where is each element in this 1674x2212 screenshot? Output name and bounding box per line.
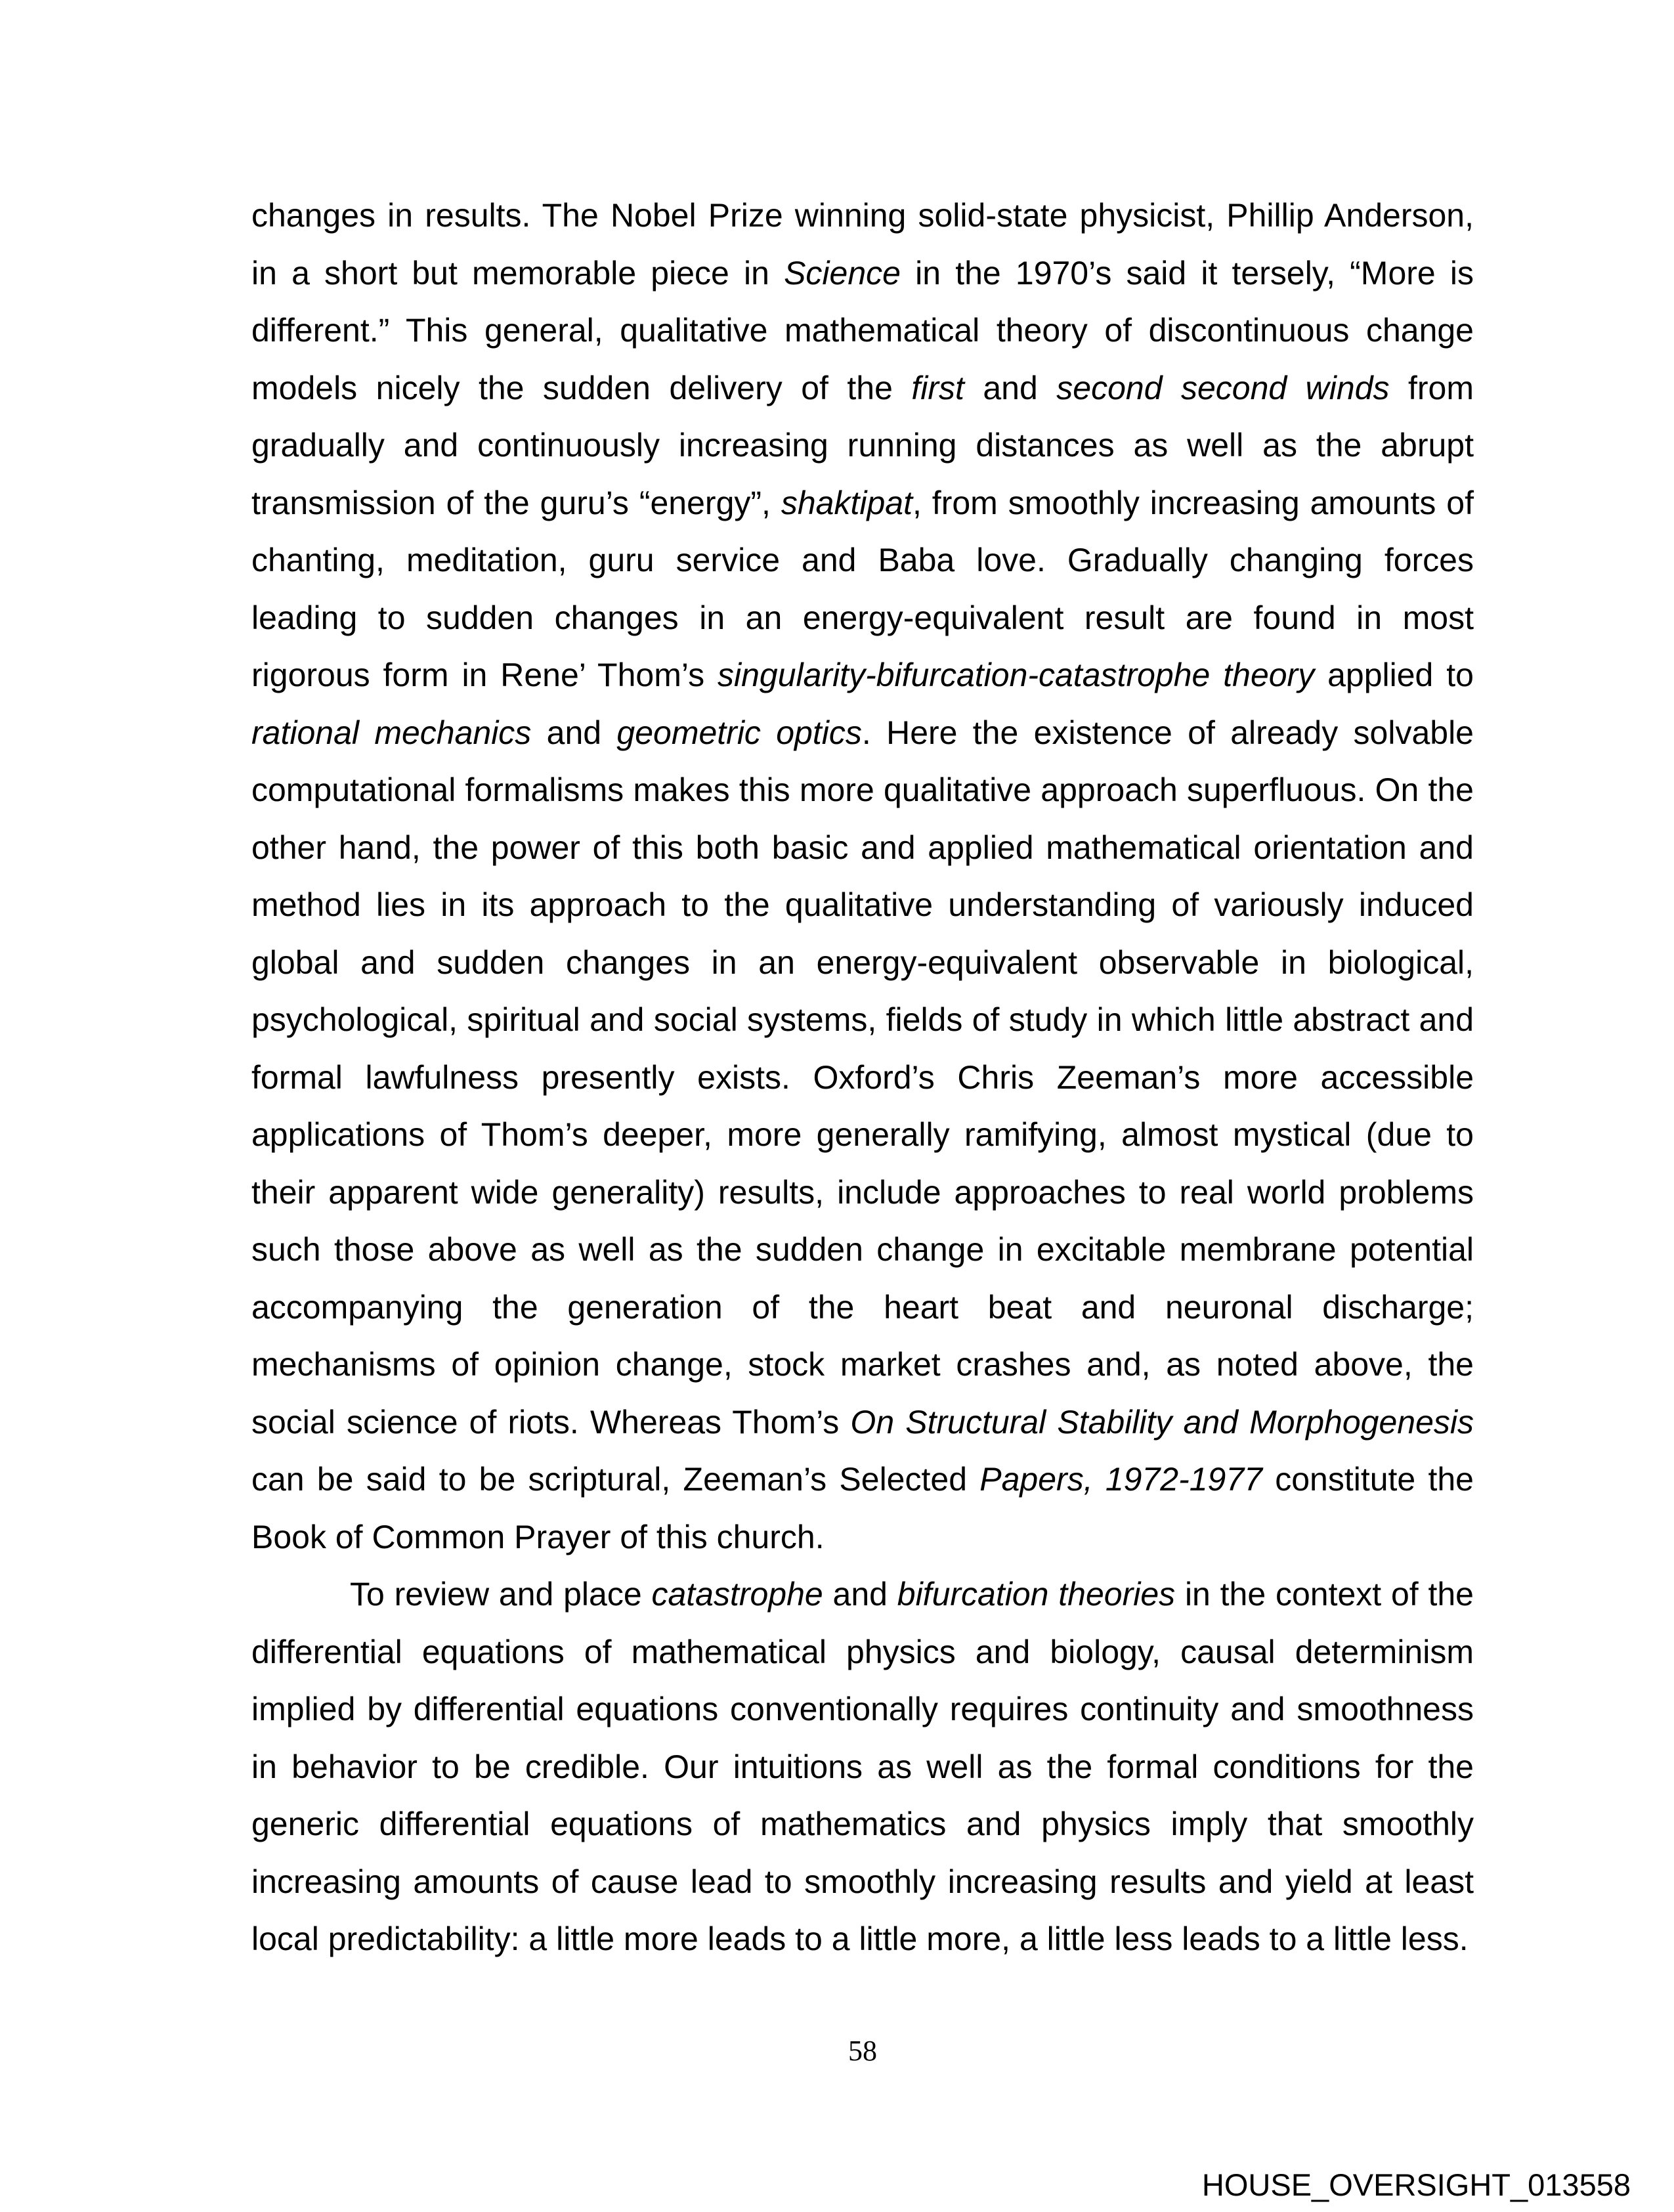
text-run: , from smoothly increasing amounts of chanting, meditation, guru service and Baba love. Gradually changing forces leading to sudden changes in an energy-equivalent result are found in most rigorous form in Rene’ Thom’s bbox=[251, 484, 1474, 693]
paragraph bbox=[251, 187, 1474, 1566]
italic-text-run: bifurcation theories bbox=[897, 1576, 1176, 1613]
italic-text-run: first bbox=[911, 369, 964, 406]
text-run: in the context of the differential equations of mathematical physics and biology, causal determinism implied by differential equations conventionally requires continuity and smoothness in behavior to be credible. Our intuitions as well as the formal conditions for the generic differential equations of mathematics and physics imply that smoothly increasing amounts of cause lead to smoothly increasing results and yield at least local predictability: a little more leads to a little more, a little less leads to a little less. bbox=[251, 1576, 1474, 1957]
italic-text-run: catastrophe bbox=[651, 1576, 823, 1613]
italic-text-run: singularity-bifurcation-catastrophe theory bbox=[717, 657, 1315, 693]
text-run: can be said to be scriptural, Zeeman’s Selected bbox=[251, 1461, 980, 1498]
text-run: and bbox=[823, 1576, 897, 1613]
paragraph bbox=[251, 1566, 1474, 1968]
italic-text-run: shaktipat bbox=[781, 484, 912, 521]
italic-text-run: rational mechanics bbox=[251, 714, 532, 751]
text-run: and bbox=[531, 714, 617, 751]
text-run: . Here the existence of already solvable computational formalisms makes this more qualitative approach superfluous. On the other hand, the power of this both basic and applied mathematical orientation and method lies in its approach to the qualitative understanding of variously induced global and sudden changes in an energy-equivalent observable in biological, psychological, spiritual and social systems, fields of study in which little abstract and formal lawfulness presently exists. Oxford’s Chris Zeeman’s more accessible applications of Thom’s deeper, more generally ramifying, almost mystical (due to their apparent wide generality) results, include approaches to real world problems such those above as well as the sudden change in excitable membrane potential accompanying the generation of the heart beat and neuronal discharge; mechanisms of opinion change, stock market crashes and, as noted above, the social science of riots. Whereas Thom’s bbox=[251, 714, 1474, 1441]
italic-text-run: second second winds bbox=[1056, 369, 1390, 406]
italic-text-run: On Structural Stability and Morphogenesis bbox=[850, 1403, 1474, 1441]
text-run: To review and place bbox=[350, 1576, 652, 1613]
text-run: changes in results. The Nobel Prize winning solid-state physicist, Phillip Anderson, in a short but memorable piece in bbox=[251, 197, 1474, 292]
bates-stamp: HOUSE_OVERSIGHT_013558 bbox=[1201, 2167, 1631, 2202]
text-run: in the 1970’s said it tersely, “More is different.” This general, qualitative mathematical theory of discontinuous change models nicely the sudden delivery of the bbox=[251, 254, 1474, 406]
text-run: applied to bbox=[1314, 657, 1474, 693]
italic-text-run: Papers, 1972-1977 bbox=[979, 1461, 1262, 1498]
text-run: and bbox=[964, 369, 1057, 406]
text-run: constitute the Book of Common Prayer of this church. bbox=[251, 1461, 1474, 1555]
text-run: from gradually and continuously increasing running distances as well as the abrupt transmission of the guru’s “energy”, bbox=[251, 369, 1474, 521]
italic-text-run: Science bbox=[784, 254, 901, 292]
page-number: 58 bbox=[848, 2035, 877, 2067]
document-text bbox=[251, 187, 1474, 1968]
italic-text-run: geometric optics bbox=[616, 714, 862, 751]
